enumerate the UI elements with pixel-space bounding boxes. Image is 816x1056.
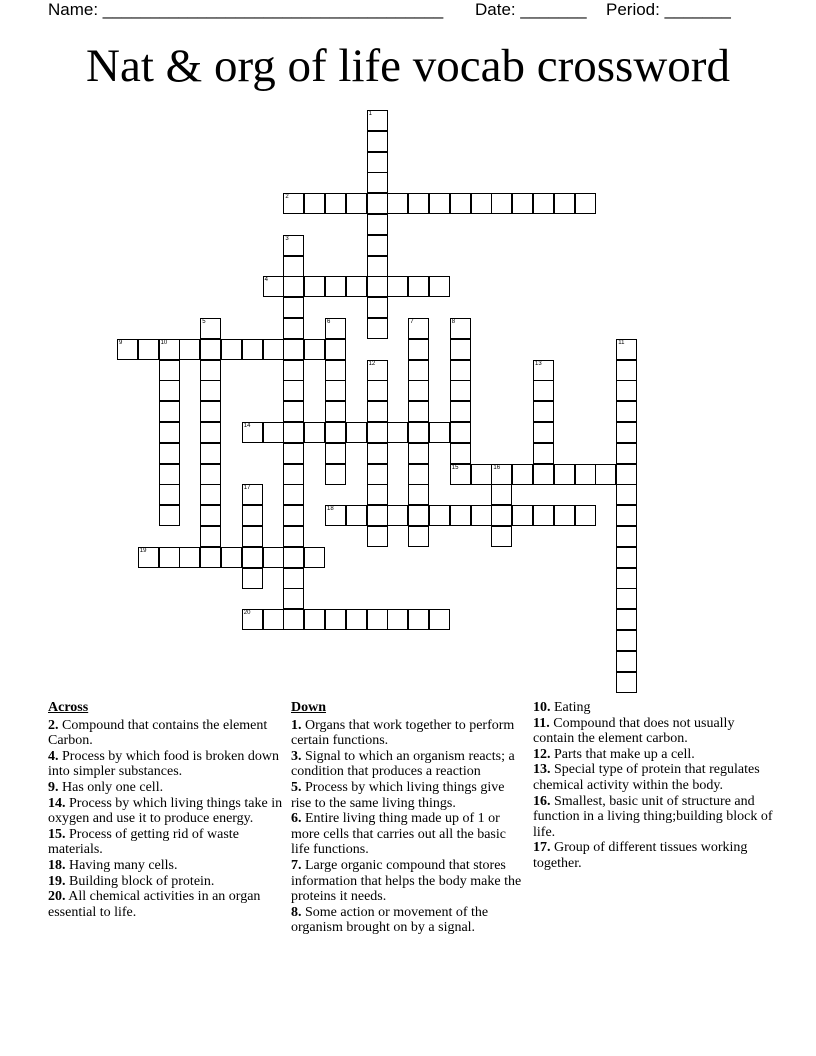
crossword-cell[interactable]	[159, 464, 180, 485]
crossword-cell[interactable]	[616, 568, 637, 589]
clue-text: Compound that contains the element Carbon.	[48, 717, 268, 749]
cell-number: 19	[139, 547, 147, 554]
clue-text: Parts that make up a cell.	[550, 746, 695, 762]
crossword-cell[interactable]	[367, 110, 388, 131]
crossword-cell[interactable]	[242, 505, 263, 526]
crossword-cell[interactable]	[346, 193, 367, 214]
crossword-cell[interactable]	[450, 360, 471, 381]
crossword-cell[interactable]	[450, 401, 471, 422]
cell-number: 10	[160, 339, 168, 346]
crossword-cell[interactable]	[283, 193, 304, 214]
clue-number: 17.	[533, 840, 551, 856]
crossword-cell[interactable]	[408, 339, 429, 360]
crossword-cell[interactable]	[263, 547, 284, 568]
clue-text: Process by which living things take in oxygen and use it to produce energy.	[48, 795, 283, 827]
crossword-cell[interactable]	[200, 526, 221, 547]
crossword-cell[interactable]	[221, 547, 242, 568]
clue-text: Process by which food is broken down into simpler substances.	[48, 748, 279, 780]
crossword-cell[interactable]	[450, 193, 471, 214]
crossword-cell[interactable]	[616, 464, 637, 485]
crossword-cell[interactable]	[304, 609, 325, 630]
clue-text: Eating	[550, 700, 591, 715]
crossword-cell[interactable]	[616, 380, 637, 401]
crossword-cell[interactable]	[200, 464, 221, 485]
crossword-cell[interactable]	[595, 464, 616, 485]
cell-number: 18	[327, 506, 334, 513]
crossword-cell[interactable]	[283, 547, 304, 568]
crossword-cell[interactable]	[367, 297, 388, 318]
crossword-cell[interactable]	[159, 443, 180, 464]
clue-number: 14.	[48, 795, 66, 811]
down-clue	[291, 905, 526, 936]
cell-number: 11	[618, 339, 625, 346]
crossword-cell[interactable]	[283, 297, 304, 318]
crossword-cell[interactable]	[283, 360, 304, 381]
name-field[interactable]: Name: ____________________________________	[48, 0, 444, 19]
crossword-cell[interactable]	[429, 193, 450, 214]
crossword-cell[interactable]	[283, 464, 304, 485]
crossword-cell[interactable]	[450, 380, 471, 401]
crossword-cell[interactable]	[471, 464, 492, 485]
crossword-cell[interactable]	[408, 360, 429, 381]
crossword-cell[interactable]	[242, 547, 263, 568]
crossword-cell[interactable]	[408, 276, 429, 297]
crossword-cell[interactable]	[325, 380, 346, 401]
crossword-cell[interactable]	[408, 422, 429, 443]
clue-text: Signal to which an organism reacts; a condition that produces a reaction	[291, 748, 515, 780]
crossword-cell[interactable]	[283, 609, 304, 630]
clue-number: 1.	[291, 717, 302, 733]
clue-number: 3.	[291, 748, 302, 764]
crossword-cell[interactable]	[491, 484, 512, 505]
across-clues-column	[48, 700, 288, 920]
crossword-cell[interactable]	[346, 422, 367, 443]
crossword-cell[interactable]	[263, 276, 284, 297]
clue-number: 19.	[48, 873, 66, 889]
crossword-cell[interactable]	[408, 380, 429, 401]
crossword-cell[interactable]	[263, 609, 284, 630]
clue-number: 2.	[48, 717, 59, 733]
crossword-cell[interactable]	[159, 505, 180, 526]
across-clue	[48, 858, 288, 874]
crossword-cell[interactable]	[200, 339, 221, 360]
crossword-cell[interactable]	[117, 339, 138, 360]
crossword-cell[interactable]	[616, 443, 637, 464]
crossword-cell[interactable]	[367, 235, 388, 256]
crossword-cell[interactable]	[325, 339, 346, 360]
down-clue	[533, 700, 773, 716]
crossword-cell[interactable]	[283, 256, 304, 277]
crossword-cell[interactable]	[616, 609, 637, 630]
clue-number: 6.	[291, 811, 302, 827]
crossword-cell[interactable]	[367, 505, 388, 526]
crossword-cell[interactable]	[471, 505, 492, 526]
across-clue	[48, 749, 288, 780]
crossword-cell[interactable]	[533, 193, 554, 214]
clue-text: Building block of protein.	[65, 873, 215, 889]
crossword-cell[interactable]	[283, 422, 304, 443]
crossword-cell[interactable]	[367, 464, 388, 485]
crossword-cell[interactable]	[616, 588, 637, 609]
crossword-cell[interactable]	[325, 276, 346, 297]
crossword-cell[interactable]	[179, 547, 200, 568]
crossword-cell[interactable]	[616, 422, 637, 443]
crossword-cell[interactable]	[283, 235, 304, 256]
down-clue	[291, 858, 526, 905]
clue-number: 18.	[48, 857, 66, 873]
crossword-cell[interactable]	[367, 360, 388, 381]
crossword-cell[interactable]	[283, 588, 304, 609]
clue-number: 5.	[291, 779, 302, 795]
crossword-cell[interactable]	[554, 464, 575, 485]
across-clue	[48, 718, 288, 749]
crossword-cell[interactable]	[367, 193, 388, 214]
page-title: Nat & org of life vocab crossword	[86, 40, 730, 92]
crossword-cell[interactable]	[325, 505, 346, 526]
crossword-cell[interactable]	[533, 360, 554, 381]
crossword-cell[interactable]	[408, 443, 429, 464]
clue-text: Smallest, basic unit of structure and function in a living thing;building block of life.	[533, 793, 773, 840]
clue-text: Process by which living things give rise to the same living things.	[291, 779, 505, 811]
down-clues-column-2	[533, 700, 773, 872]
crossword-cell[interactable]	[367, 318, 388, 339]
crossword-cell[interactable]	[242, 568, 263, 589]
cell-number: 4	[264, 277, 268, 284]
cell-number: 17	[243, 485, 251, 492]
crossword-cell[interactable]	[304, 193, 325, 214]
crossword-cell[interactable]	[283, 568, 304, 589]
clue-text: Large organic compound that stores information that helps the body make the proteins it needs.	[291, 857, 522, 905]
crossword-cell[interactable]	[242, 484, 263, 505]
cell-number: 20	[243, 610, 251, 617]
crossword-cell[interactable]	[179, 339, 200, 360]
crossword-cell[interactable]	[200, 443, 221, 464]
down-clues-column-1	[291, 700, 526, 936]
down-clue	[533, 716, 773, 747]
cell-number: 7	[410, 319, 414, 325]
crossword-cell[interactable]	[408, 401, 429, 422]
crossword-cell[interactable]	[616, 484, 637, 505]
crossword-cell[interactable]	[200, 360, 221, 381]
cell-number: 15	[451, 464, 459, 471]
crossword-cell[interactable]	[304, 276, 325, 297]
clue-number: 9.	[48, 779, 59, 795]
crossword-cell[interactable]	[408, 526, 429, 547]
crossword-cell[interactable]	[325, 401, 346, 422]
crossword-cell[interactable]	[159, 360, 180, 381]
crossword-cell[interactable]	[491, 526, 512, 547]
down-clue	[533, 747, 773, 763]
crossword-cell[interactable]	[616, 630, 637, 651]
crossword-cell[interactable]	[283, 505, 304, 526]
crossword-cell[interactable]	[138, 339, 159, 360]
crossword-cell[interactable]	[408, 505, 429, 526]
crossword-cell[interactable]	[283, 401, 304, 422]
clue-text: Process of getting rid of waste materials.	[48, 826, 239, 858]
down-clue	[291, 811, 526, 858]
crossword-cell[interactable]	[200, 422, 221, 443]
crossword-cell[interactable]	[616, 547, 637, 568]
crossword-cell[interactable]	[200, 380, 221, 401]
crossword-cell[interactable]	[491, 193, 512, 214]
crossword-cell[interactable]	[325, 318, 346, 339]
crossword-cell[interactable]	[346, 609, 367, 630]
cell-number: 13	[535, 360, 542, 367]
clue-number: 4.	[48, 748, 59, 764]
across-clue	[48, 796, 288, 827]
crossword-cell[interactable]	[283, 443, 304, 464]
crossword-cell[interactable]	[429, 609, 450, 630]
crossword-cell[interactable]	[200, 547, 221, 568]
across-clue	[48, 889, 288, 920]
crossword-cell[interactable]	[616, 401, 637, 422]
crossword-cell[interactable]	[283, 526, 304, 547]
crossword-cell[interactable]	[325, 609, 346, 630]
crossword-cell[interactable]	[450, 422, 471, 443]
crossword-cell[interactable]	[616, 651, 637, 672]
crossword-cell[interactable]	[387, 609, 408, 630]
crossword-cell[interactable]	[575, 464, 596, 485]
crossword-cell[interactable]	[554, 505, 575, 526]
crossword-cell[interactable]	[533, 422, 554, 443]
crossword-cell[interactable]	[533, 464, 554, 485]
crossword-cell[interactable]	[283, 276, 304, 297]
crossword-cell[interactable]	[575, 505, 596, 526]
crossword-cell[interactable]	[533, 380, 554, 401]
date-field[interactable]: Date: _______	[475, 0, 587, 19]
crossword-cell[interactable]	[367, 526, 388, 547]
crossword-cell[interactable]	[616, 672, 637, 693]
crossword-cell[interactable]	[367, 256, 388, 277]
crossword-cell[interactable]	[159, 401, 180, 422]
crossword-cell[interactable]	[512, 193, 533, 214]
crossword-cell[interactable]	[325, 422, 346, 443]
crossword-cell[interactable]	[616, 339, 637, 360]
crossword-cell[interactable]	[325, 464, 346, 485]
down-clue	[533, 762, 773, 793]
across-clue	[48, 874, 288, 890]
clue-text: Organs that work together to perform certain functions.	[291, 717, 515, 749]
crossword-cell[interactable]	[408, 609, 429, 630]
crossword-cell[interactable]	[159, 547, 180, 568]
clue-text: Entire living thing made up of 1 or more cells that carries out all the basic life functions.	[291, 811, 506, 858]
crossword-cell[interactable]	[408, 318, 429, 339]
crossword-cell[interactable]	[387, 276, 408, 297]
crossword-cell[interactable]	[367, 422, 388, 443]
cell-number: 16	[493, 464, 501, 471]
crossword-cell[interactable]	[450, 505, 471, 526]
crossword-cell[interactable]	[408, 484, 429, 505]
down-clue	[291, 749, 526, 780]
crossword-cell[interactable]	[200, 505, 221, 526]
crossword-cell[interactable]	[304, 422, 325, 443]
crossword-cell[interactable]	[200, 318, 221, 339]
crossword-cell[interactable]	[616, 526, 637, 547]
crossword-cell[interactable]	[346, 276, 367, 297]
crossword-cell[interactable]	[429, 505, 450, 526]
crossword-cell[interactable]	[367, 484, 388, 505]
down-clue	[533, 840, 773, 871]
clue-number: 20.	[48, 889, 66, 905]
across-clue	[48, 780, 288, 796]
crossword-cell[interactable]	[554, 193, 575, 214]
crossword-cell[interactable]	[325, 443, 346, 464]
crossword-cell[interactable]	[263, 422, 284, 443]
down-clue	[291, 780, 526, 811]
crossword-cell[interactable]	[429, 422, 450, 443]
cell-number: 9	[119, 339, 123, 346]
cell-number: 3	[285, 235, 289, 242]
crossword-cell[interactable]	[242, 609, 263, 630]
crossword-cell[interactable]	[367, 380, 388, 401]
crossword-cell[interactable]	[533, 443, 554, 464]
down-clue	[291, 718, 526, 749]
cell-number: 5	[202, 319, 206, 325]
crossword-cell[interactable]	[367, 276, 388, 297]
crossword-cell[interactable]	[283, 484, 304, 505]
crossword-cell[interactable]	[491, 505, 512, 526]
crossword-cell[interactable]	[283, 339, 304, 360]
crossword-cell[interactable]	[242, 526, 263, 547]
crossword-cell[interactable]	[367, 443, 388, 464]
clue-number: 7.	[291, 857, 302, 873]
cell-number: 14	[243, 423, 251, 429]
crossword-cell[interactable]	[387, 505, 408, 526]
crossword-cell[interactable]	[450, 318, 471, 339]
clue-number: 16.	[533, 793, 551, 809]
clue-text: Some action or movement of the organism brought on by a signal.	[291, 904, 489, 936]
clue-number: 10.	[533, 700, 551, 715]
crossword-cell[interactable]	[159, 339, 180, 360]
crossword-cell[interactable]	[450, 339, 471, 360]
crossword-cell[interactable]	[471, 193, 492, 214]
clue-text: Has only one cell.	[58, 779, 164, 795]
crossword-cell[interactable]	[367, 131, 388, 152]
clue-number: 11.	[533, 715, 550, 731]
crossword-cell[interactable]	[616, 505, 637, 526]
crossword-cell[interactable]	[367, 172, 388, 193]
crossword-cell[interactable]	[200, 484, 221, 505]
crossword-cell[interactable]	[159, 484, 180, 505]
crossword-cell[interactable]	[387, 193, 408, 214]
across-clue	[48, 827, 288, 858]
clue-number: 8.	[291, 904, 302, 920]
clue-text: Having many cells.	[65, 857, 178, 873]
cell-number: 1	[368, 111, 372, 117]
down-heading: Down	[291, 700, 327, 715]
crossword-cell[interactable]	[367, 609, 388, 630]
crossword-cell[interactable]	[575, 193, 596, 214]
crossword-cell[interactable]	[242, 339, 263, 360]
crossword-cell[interactable]	[346, 505, 367, 526]
clue-text: Compound that does not usually contain the element carbon.	[533, 715, 735, 747]
down-clue	[533, 794, 773, 841]
crossword-cell[interactable]	[450, 464, 471, 485]
across-heading: Across	[48, 700, 89, 715]
crossword-cell[interactable]	[408, 193, 429, 214]
crossword-cell[interactable]	[429, 276, 450, 297]
cell-number: 2	[285, 194, 289, 201]
cell-number: 8	[451, 319, 456, 325]
clue-number: 15.	[48, 826, 66, 842]
crossword-cell[interactable]	[450, 443, 471, 464]
crossword-cell[interactable]	[283, 380, 304, 401]
crossword-cell[interactable]	[512, 505, 533, 526]
crossword-cell[interactable]	[159, 422, 180, 443]
cell-number: 6	[327, 319, 331, 325]
crossword-cell[interactable]	[367, 214, 388, 235]
crossword-cell[interactable]	[616, 360, 637, 381]
crossword-cell[interactable]	[283, 318, 304, 339]
crossword-cell[interactable]	[304, 547, 325, 568]
clue-number: 12.	[533, 746, 551, 762]
period-field[interactable]: Period: _______	[606, 0, 731, 19]
crossword-cell[interactable]	[387, 422, 408, 443]
clue-number: 13.	[533, 762, 551, 778]
clue-text: Special type of protein that regulates chemical activity within the body.	[533, 762, 760, 793]
crossword-cell[interactable]	[533, 401, 554, 422]
crossword-cell[interactable]	[512, 464, 533, 485]
crossword-cell[interactable]	[159, 380, 180, 401]
crossword-cell[interactable]	[263, 339, 284, 360]
crossword-cell[interactable]	[221, 339, 242, 360]
crossword-cell[interactable]	[367, 401, 388, 422]
crossword-cell[interactable]	[304, 339, 325, 360]
clue-text: Group of different tissues working together.	[533, 840, 748, 871]
crossword-cell[interactable]	[491, 464, 512, 485]
crossword-cell[interactable]	[408, 464, 429, 485]
crossword-cell[interactable]	[200, 401, 221, 422]
crossword-cell[interactable]	[138, 547, 159, 568]
cell-number: 12	[368, 360, 376, 367]
crossword-cell[interactable]	[242, 422, 263, 443]
clue-text: All chemical activities in an organ essential to life.	[48, 889, 261, 920]
crossword-cell[interactable]	[367, 152, 388, 173]
crossword-cell[interactable]	[533, 505, 554, 526]
crossword-cell[interactable]	[325, 193, 346, 214]
crossword-cell[interactable]	[325, 360, 346, 381]
